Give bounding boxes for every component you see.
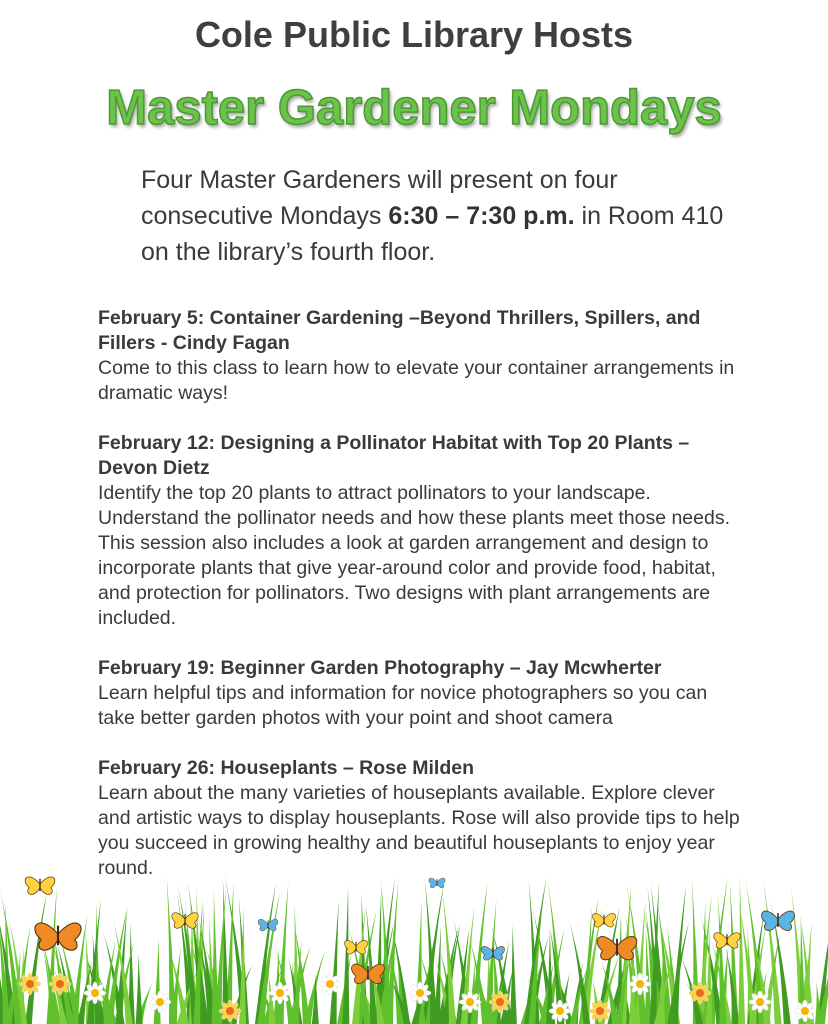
session-list: [98, 306, 748, 906]
intro-text-before: Four Master Gardeners will present on four consecutive Mondays: [141, 166, 618, 230]
intro-text-after: in Room 410 on the library’s fourth floor.: [141, 202, 724, 266]
session-description: Identify the top 20 plants to attract pollinators to your landscape. Understand the pollinator needs and how these plants meet those needs. This session also includes a look at garden arrangement and design to incorporate plants that give year-around color and provide food, habitat, and protection for pollinators. Two designs with plant arrangements are included.: [98, 482, 731, 629]
session-description: Learn about the many varieties of houseplants available. Explore clever and artistic ways to display houseplants. Rose will also provide tips to help you succeed in growing healthy and beautiful houseplants to enjoy year round.: [98, 782, 740, 879]
session-item: [98, 656, 748, 731]
grass-flowers-butterflies-illustration: [0, 864, 828, 1024]
header-title: Cole Public Library Hosts: [194, 14, 634, 55]
session-item: [98, 306, 748, 406]
intro-paragraph: [141, 162, 751, 270]
session-heading: February 26: Houseplants – Rose Milden: [98, 757, 475, 779]
intro-time: 6:30 – 7:30 p.m.: [388, 202, 575, 230]
session-item: [98, 756, 748, 881]
session-heading: February 12: Designing a Pollinator Habitat with Top 20 Plants – Devon Dietz: [98, 432, 690, 479]
main-title: Master Gardener Mondays: [106, 81, 722, 135]
session-description: Come to this class to learn how to elevate your container arrangements in dramatic ways!: [98, 357, 735, 404]
session-item: [98, 431, 748, 631]
session-heading: February 5: Container Gardening –Beyond Thrillers, Spillers, and Fillers - Cindy Fagan: [98, 307, 701, 354]
session-heading: February 19: Beginner Garden Photography – Jay Mcwherter: [98, 657, 662, 679]
session-description: Learn helpful tips and information for novice photographers so you can take better garden photos with your point and shoot camera: [98, 682, 708, 729]
